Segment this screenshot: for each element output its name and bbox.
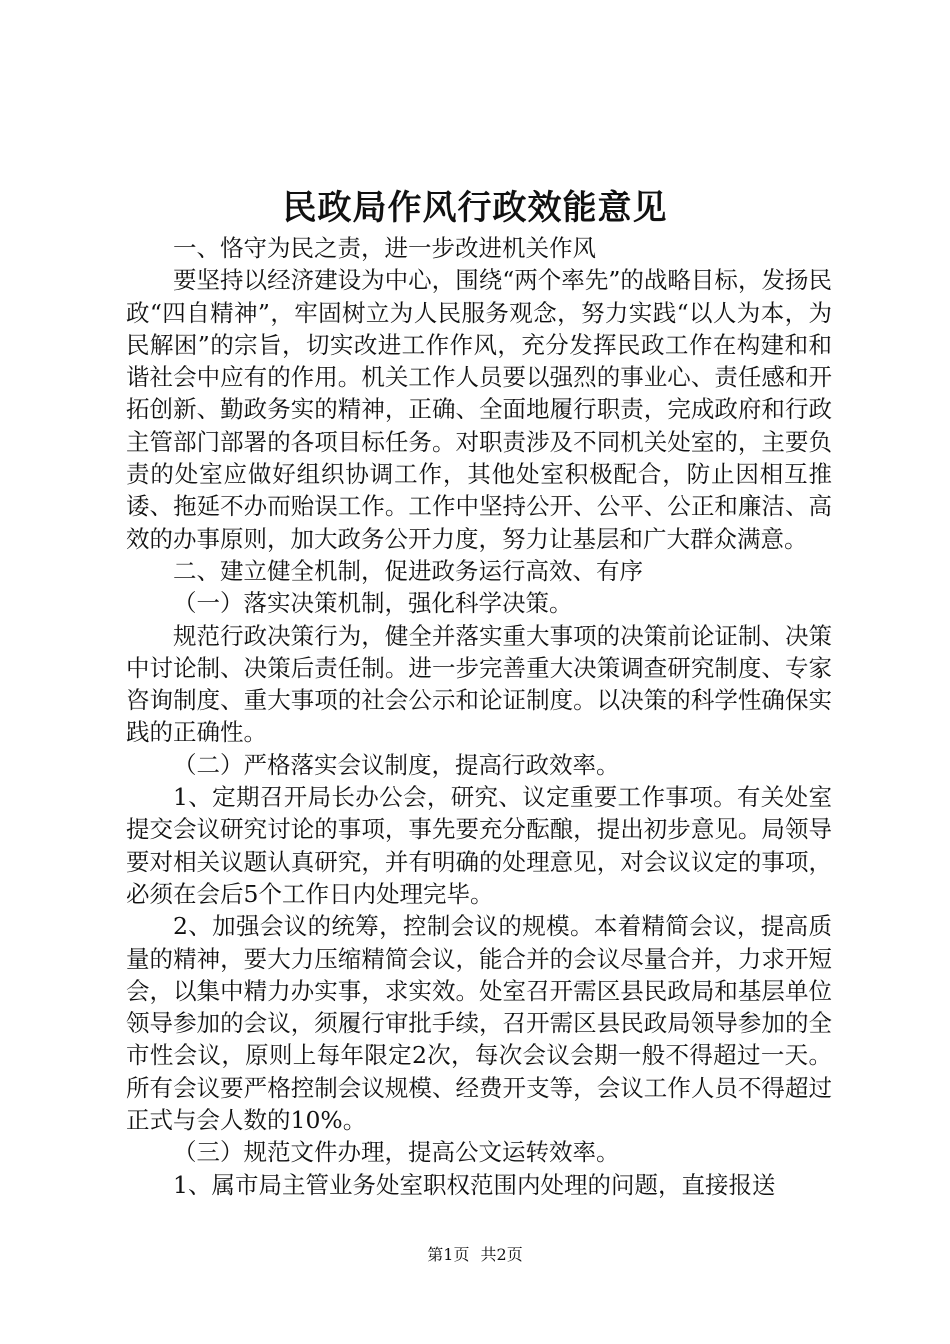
subsection-heading-3: （三）规范文件办理，提高公文运转效率。 xyxy=(173,1138,620,1167)
paragraph: 要坚持以经济建设为中心，围绕“两个率先”的战略目标，发扬民政“四自精神”，牢固树立为人民服务观念，努力实践“以人为本，为民解困”的宗旨，切实改进工作作风，充分发挥民政工作在构建和和谐社会中应有的作用。机关工作人员要以强烈的事业心、责任感和开拓创新、勤政务实的精神，正确、全面地履行职责，完成政府和行政主管部门部署的各项目标任务。对职责涉及不同机关处室的，主要负责的处室应做好组织协调工作，其他处室积极配合，防止因相互推诿、拖延不办而贻误工作。工作中坚持公开、公平、公正和廉洁、高效的办事原则，加大政务公开力度，努力让基层和广大群众满意。 xyxy=(126,266,832,553)
page-footer xyxy=(0,1244,950,1266)
paragraph: 2、加强会议的统筹，控制会议的规模。本着精简会议，提高质量的精神，要大力压缩精简会议，能合并的会议尽量合并，力求开短会，以集中精力办实事，求实效。处室召开需区县民政局和基层单位领导参加的会议，须履行审批手续，召开需区县民政局领导参加的全市性会议，原则上每年限定2次，每次会议会期一般不得超过一天。所有会议要严格控制会议规模、经费开支等，会议工作人员不得超过正式与会人数的10%。 xyxy=(126,912,832,1135)
paragraph: 规范行政决策行为，健全并落实重大事项的决策前论证制、决策中讨论制、决策后责任制。进一步完善重大决策调查研究制度、专家咨询制度、重大事项的社会公示和论证制度。以决策的科学性确保实践的正确性。 xyxy=(126,621,832,747)
document-body xyxy=(126,232,832,1201)
paragraph: 1、定期召开局长办公会，研究、议定重要工作事项。有关处室提交会议研究讨论的事项，事先要充分酝酿，提出初步意见。局领导要对相关议题认真研究，并有明确的处理意见，对会议议定的事项，必须在会后5个工作日内处理完毕。 xyxy=(126,783,832,908)
section-heading-1: 一、恪守为民之责，进一步改进机关作风 xyxy=(173,234,596,262)
paragraph: 1、属市局主管业务处室职权范围内处理的问题，直接报送 xyxy=(173,1170,776,1199)
subsection-heading-2: （二）严格落实会议制度，提高行政效率。 xyxy=(173,750,620,779)
page-number: 第1页 xyxy=(427,1245,470,1264)
page-total: 共2页 xyxy=(480,1245,523,1264)
subsection-heading-1: （一）落实决策机制，强化科学决策。 xyxy=(173,589,573,618)
document-title: 民政局作风行政效能意见 xyxy=(282,188,668,228)
section-heading-2: 二、建立健全机制，促进政务运行高效、有序 xyxy=(173,556,643,585)
